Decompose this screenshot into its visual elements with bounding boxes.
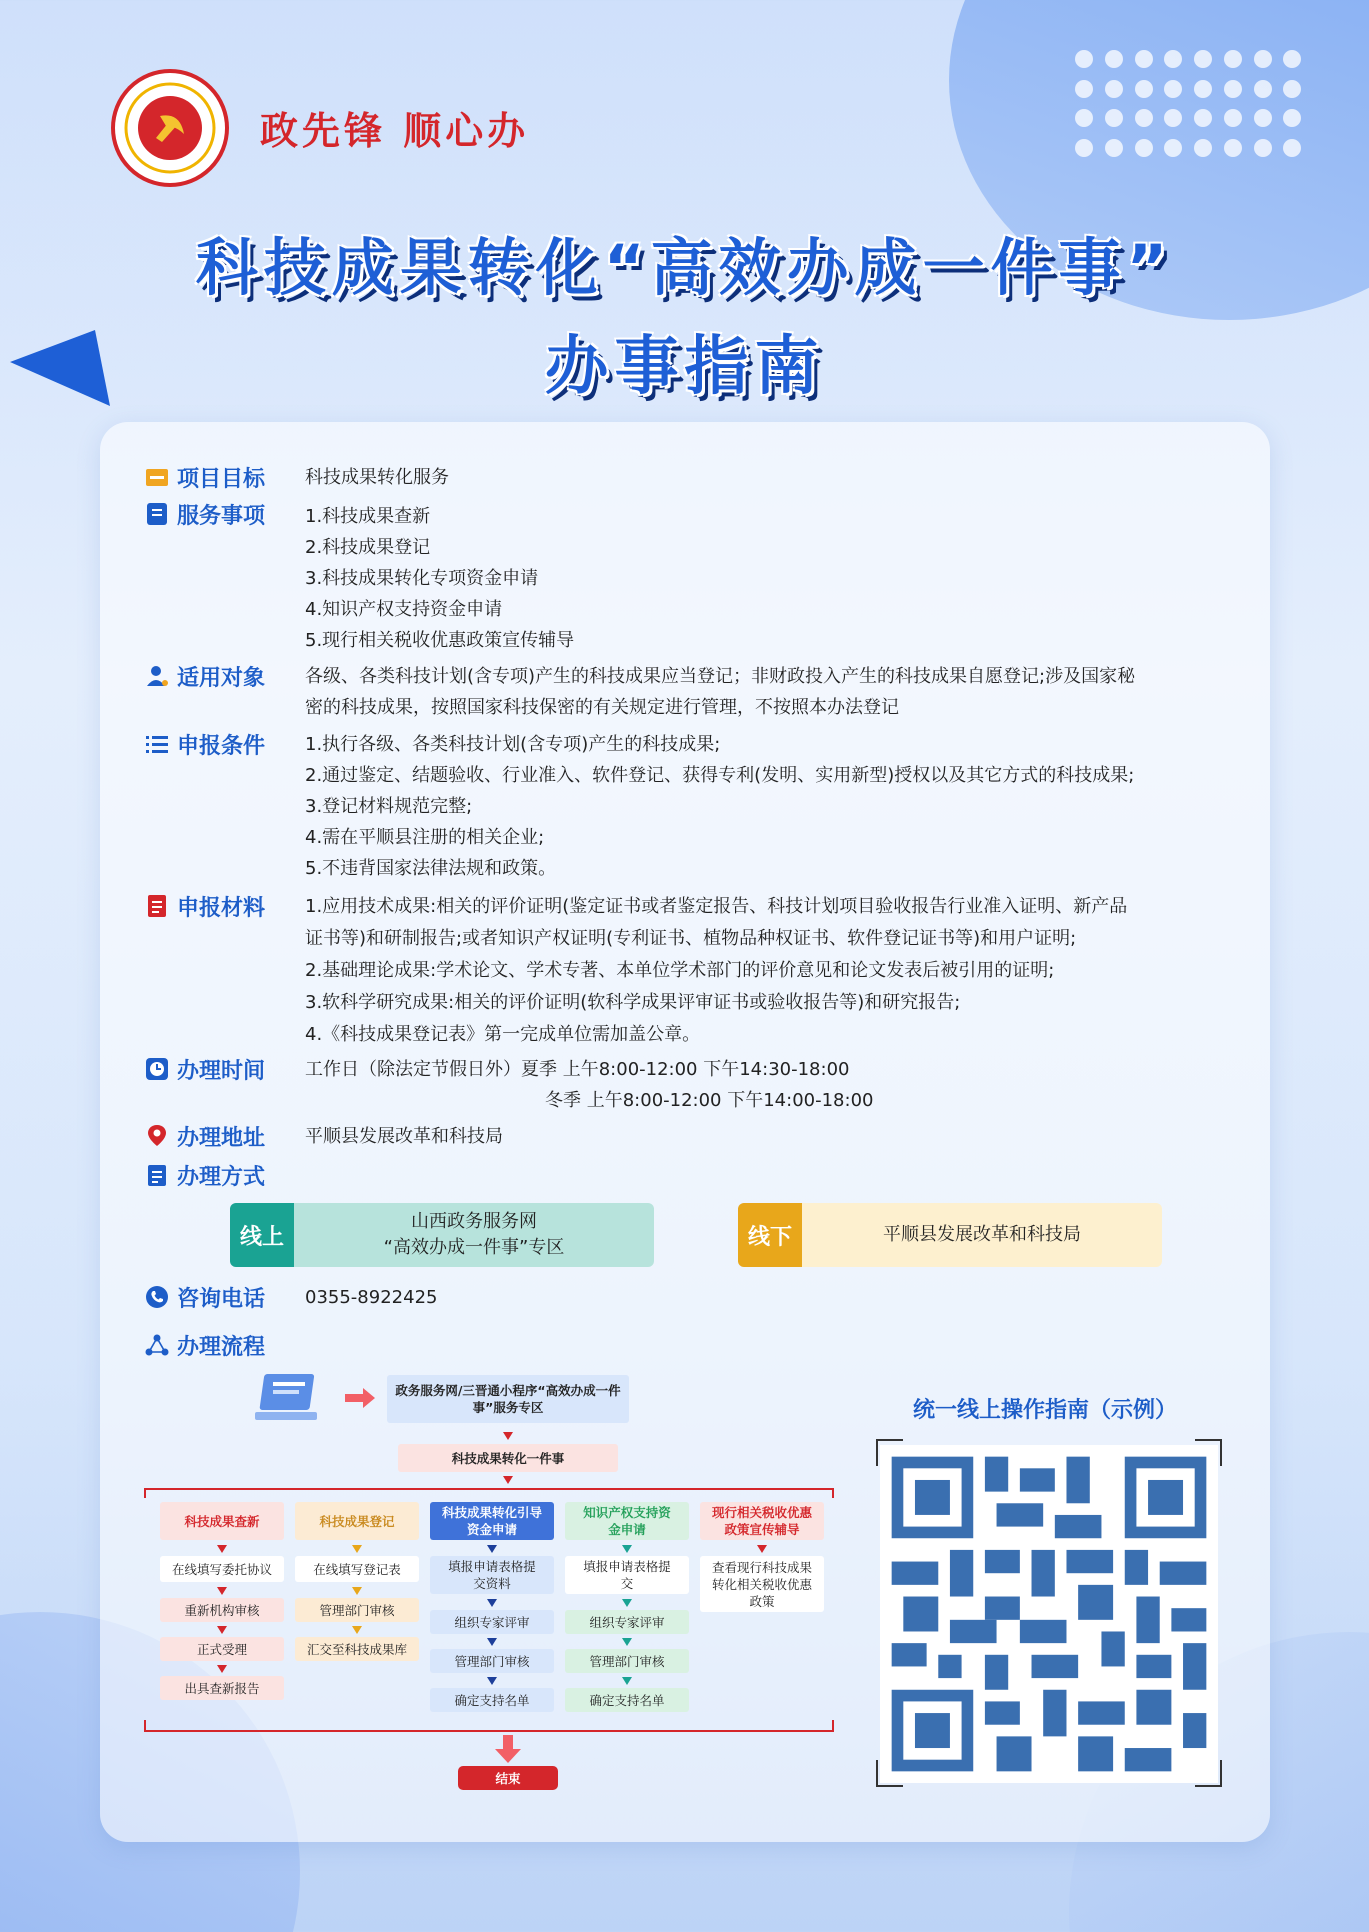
network-icon	[145, 1333, 169, 1357]
qr-code-icon	[880, 1445, 1218, 1783]
list-item: 1.科技成果查新	[305, 506, 431, 527]
document-icon	[145, 502, 169, 526]
phone-icon	[145, 1285, 169, 1309]
list-item: 2.科技成果登记	[305, 537, 431, 558]
section-target	[145, 661, 1135, 723]
flow-step: 确定支持名单	[565, 1688, 689, 1712]
list-item: 4.《科技成果登记表》第一完成单位需加盖公章。	[305, 1024, 701, 1045]
flow-step: 管理部门审核	[295, 1598, 419, 1622]
section-label: 服务事项	[177, 503, 266, 529]
list-item: 3.登记材料规范完整;	[305, 796, 473, 817]
flow-step: 确定支持名单	[430, 1688, 554, 1712]
section-label: 咨询电话	[177, 1286, 266, 1312]
file-icon	[145, 894, 169, 918]
address-content: 平顺县发展改革和科技局	[305, 1126, 503, 1147]
laptop-icon	[255, 1370, 335, 1430]
right-arrow-icon	[345, 1388, 375, 1408]
offline-text: 平顺县发展改革和科技局	[883, 1224, 1081, 1245]
qr-code[interactable]	[880, 1445, 1218, 1783]
qr-title: 统一线上操作指南（示例）	[912, 1398, 1177, 1423]
list-icon	[145, 732, 169, 756]
flow-step: 组织专家评审	[565, 1610, 689, 1634]
online-option[interactable]	[230, 1203, 654, 1267]
flow-step: 管理部门审核	[565, 1649, 689, 1673]
location-pin-icon	[145, 1124, 169, 1148]
folder-icon	[145, 465, 169, 489]
list-item: 3.科技成果转化专项资金申请	[305, 568, 539, 589]
slogan: 政先锋 顺心办	[260, 109, 530, 153]
online-tag: 线上	[230, 1203, 294, 1267]
flow-end: 结束	[458, 1766, 558, 1790]
list-item: 1.应用技术成果:相关的评价证明(鉴定证书或者鉴定报告、科技计划项目验收报告行业准入证明、新产品	[305, 896, 1128, 917]
section-address	[145, 1121, 503, 1152]
list-item: 1.执行各级、各类科技计划(含专项)产生的科技成果;	[305, 734, 721, 755]
section-phone	[145, 1282, 437, 1313]
target-line: 密的科技成果，按照国家科技保密的有关规定进行管理，不按照本办法登记	[305, 697, 899, 718]
target-line: 各级、各类科技计划(含专项)产生的科技成果应当登记；非财政投入产生的科技成果自愿登记;涉及国家秘	[305, 666, 1136, 687]
decor-dots	[1075, 50, 1305, 160]
section-label: 适用对象	[177, 665, 266, 691]
section-label: 申报条件	[177, 733, 266, 759]
section-services	[145, 499, 574, 656]
section-goal	[145, 462, 449, 493]
person-icon	[145, 664, 169, 688]
section-time	[145, 1054, 873, 1116]
flow-step: 重新机构审核	[160, 1598, 284, 1622]
list-item: 3.软科学研究成果:相关的评价证明(软科学成果评审证书或验收报告等)和研究报告;	[305, 992, 961, 1013]
flow-step: 正式受理	[160, 1637, 284, 1661]
section-conditions	[145, 729, 1134, 884]
method-options	[230, 1203, 1162, 1267]
offline-option	[738, 1203, 1162, 1267]
flow-step: 汇交至科技成果库	[295, 1637, 419, 1661]
list-item: 5.现行相关税收优惠政策宣传辅导	[305, 630, 575, 651]
page-title: 科技成果转化“高效办成一件事”	[195, 231, 1174, 304]
online-line: “高效办成一件事”专区	[383, 1237, 565, 1258]
flow-step: 管理部门审核	[430, 1649, 554, 1673]
section-label: 项目目标	[177, 466, 266, 492]
list-item: 证书等)和研制报告;或者知识产权证明(专利证书、植物品种权证书、软件登记证书等)和用户证明;	[305, 928, 1077, 949]
flow-top-step: 科技成果转化一件事	[398, 1444, 618, 1472]
list-item: 4.知识产权支持资金申请	[305, 599, 503, 620]
flow-col-title: 科技成果登记	[295, 1502, 419, 1540]
page-subtitle: 办事指南	[544, 330, 825, 404]
flow-step: 查看现行科技成果转化相关税收优惠政策	[700, 1556, 824, 1612]
section-label: 办理方式	[177, 1164, 266, 1190]
online-line: 山西政务服务网	[411, 1211, 537, 1232]
goal-content: 科技成果转化服务	[305, 467, 449, 488]
flow-col-title: 科技成果查新	[160, 1502, 284, 1540]
section-label: 办理时间	[177, 1058, 266, 1084]
section-label: 办理流程	[177, 1334, 266, 1360]
phone-number: 0355-8922425	[305, 1287, 438, 1308]
flow-step: 出具查新报告	[160, 1676, 284, 1700]
clock-icon	[145, 1057, 169, 1081]
flow-col-title: 现行相关税收优惠政策宣传辅导	[700, 1502, 824, 1540]
flow-step: 组织专家评审	[430, 1610, 554, 1634]
list-item: 4.需在平顺县注册的相关企业;	[305, 827, 545, 848]
list-item: 5.不违背国家法律法规和政策。	[305, 858, 557, 879]
section-method	[145, 1160, 305, 1190]
section-process	[145, 1330, 305, 1360]
flow-step: 在线填写登记表	[295, 1556, 419, 1582]
party-emblem-logo	[110, 68, 230, 188]
time-line: 冬季 上午8:00-12:00 下午14:00-18:00	[545, 1090, 874, 1111]
list-item: 2.通过鉴定、结题验收、行业准入、软件登记、获得专利(发明、实用新型)授权以及其它方式的科技成果;	[305, 765, 1135, 786]
process-flowchart	[140, 1370, 860, 1800]
time-line: 工作日（除法定节假日外）夏季 上午8:00-12:00 下午14:30-18:00	[305, 1059, 850, 1080]
clipboard-icon	[145, 1163, 169, 1187]
list-item: 2.基础理论成果:学术论文、学术专著、本单位学术部门的评价意见和论文发表后被引用的证明;	[305, 960, 1055, 981]
section-materials	[145, 891, 1127, 1051]
flow-step: 在线填写委托协议	[160, 1556, 284, 1582]
flow-col-title: 科技成果转化引导资金申请	[430, 1502, 554, 1540]
flow-step: 填报申请表格提交资料	[430, 1556, 554, 1594]
section-label: 办理地址	[177, 1125, 266, 1151]
offline-tag: 线下	[738, 1203, 802, 1267]
down-arrow-icon	[495, 1735, 521, 1763]
flow-step: 填报申请表格提交	[565, 1556, 689, 1594]
flow-col-title: 知识产权支持资金申请	[565, 1502, 689, 1540]
flow-top-entry: 政务服务网/三晋通小程序“高效办成一件事”服务专区	[387, 1375, 629, 1423]
section-label: 申报材料	[177, 895, 266, 921]
